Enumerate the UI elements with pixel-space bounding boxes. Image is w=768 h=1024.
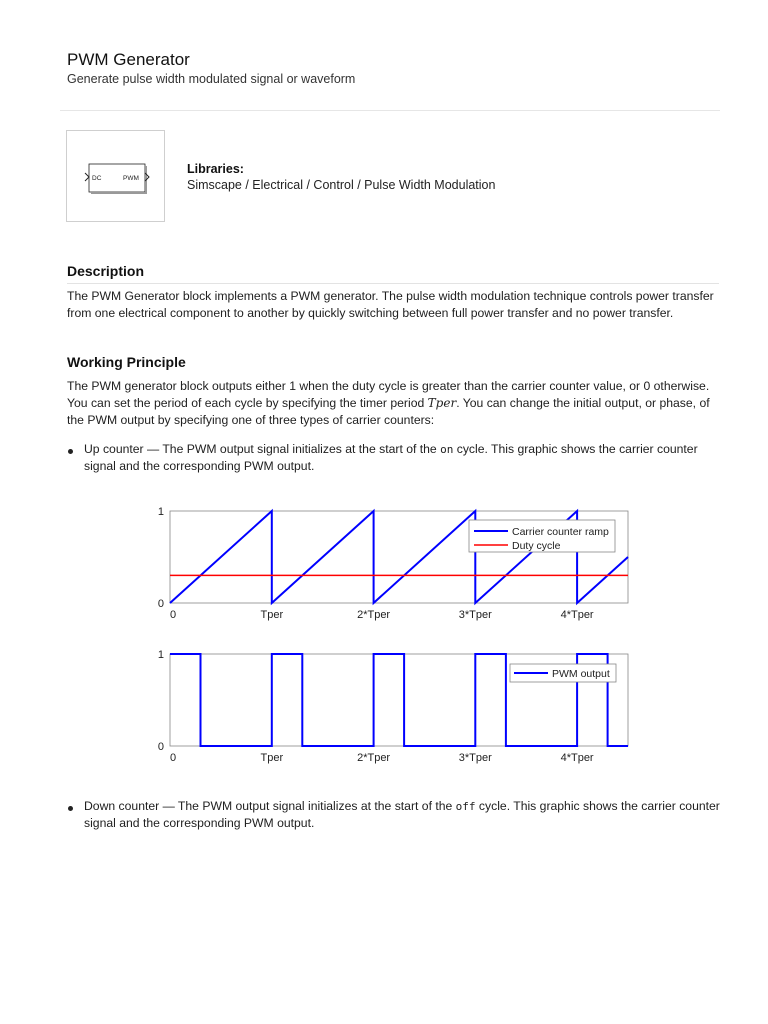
c1-xtick-label: 0 bbox=[170, 609, 177, 621]
legend-carrier-label: Carrier counter ramp bbox=[512, 526, 609, 538]
c1-xtick-label: Tper bbox=[260, 609, 284, 621]
pwm-block-icon bbox=[67, 131, 164, 221]
pwm-ytick-1: 1 bbox=[157, 649, 164, 661]
page-subtitle: Generate pulse width modulated signal or waveform bbox=[67, 72, 356, 86]
c1-xtick-label: 4*Tper bbox=[560, 609, 594, 621]
description-divider bbox=[67, 283, 719, 284]
code-on: on bbox=[440, 443, 454, 456]
header-divider bbox=[60, 110, 720, 111]
bullet2-text-b: cycle. This graphic shows the carrier counter signal and the corresponding PWM output. bbox=[84, 799, 720, 830]
c1-xtick-label: 3*Tper bbox=[458, 609, 492, 621]
pwm-x-ticks bbox=[170, 752, 594, 764]
pwm-ytick-0: 0 bbox=[157, 741, 164, 753]
libraries-path: Simscape / Electrical / Control / Pulse Width Modulation bbox=[187, 178, 496, 192]
description-heading: Description bbox=[67, 263, 145, 279]
bullet1-text-b: cycle. This graphic shows the carrier counter signal and the corresponding PWM output. bbox=[84, 442, 698, 473]
bullet-dot bbox=[68, 806, 73, 811]
legend-duty-label: Duty cycle bbox=[512, 540, 561, 552]
port-out-label: PWM bbox=[123, 175, 139, 182]
page-title: PWM Generator bbox=[67, 50, 190, 69]
carrier-chart bbox=[150, 500, 640, 628]
c2-xtick-label: 2*Tper bbox=[357, 752, 391, 764]
pwm-chart bbox=[150, 643, 640, 771]
c2-xtick-label: 4*Tper bbox=[560, 752, 594, 764]
carrier-ytick-0: 0 bbox=[157, 598, 164, 610]
bullet-up-counter bbox=[84, 441, 724, 475]
libraries-label: Libraries: bbox=[187, 162, 244, 176]
carrier-legend bbox=[469, 520, 615, 552]
working-principle-heading: Working Principle bbox=[67, 354, 186, 370]
bullet-down-counter bbox=[84, 798, 724, 832]
wp-text-a: The PWM generator block outputs either 1 when the duty cycle is greater than the carrier counter value, or 0 otherwise. You can set the period of each cycle by specifying the timer period bbox=[67, 379, 710, 410]
legend-pwm-label: PWM output bbox=[552, 668, 610, 680]
carrier-x-ticks bbox=[170, 609, 594, 621]
tper-math: Tper bbox=[427, 396, 457, 410]
port-in-label: DC bbox=[92, 175, 102, 182]
code-off: off bbox=[455, 800, 476, 813]
c2-xtick-label: 0 bbox=[170, 752, 177, 764]
carrier-ytick-1: 1 bbox=[157, 506, 164, 518]
libraries bbox=[187, 162, 495, 192]
working-principle-paragraph bbox=[67, 378, 723, 429]
block-shadow-bottom bbox=[91, 192, 147, 194]
c2-xtick-label: Tper bbox=[260, 752, 284, 764]
bullet1-text-a: Up counter — The PWM output signal initializes at the start of the bbox=[84, 442, 441, 456]
c2-xtick-label: 3*Tper bbox=[458, 752, 492, 764]
bullet2-text-a: Down counter — The PWM output signal initializes at the start of the bbox=[84, 799, 456, 813]
wp-text-b: . You can change the initial output, or phase, of the PWM output by specifying one of three types of carrier counters: bbox=[67, 396, 710, 427]
c1-xtick-label: 2*Tper bbox=[357, 609, 391, 621]
pwm-legend bbox=[510, 664, 616, 682]
description-text: The PWM Generator block implements a PWM generator. The pulse width modulation technique controls power transfer from one electrical component to another by quickly switching between full power transfer and no power transfer. bbox=[67, 289, 714, 320]
bullet-dot bbox=[68, 449, 73, 454]
block-icon bbox=[66, 130, 165, 222]
input-port-icon bbox=[85, 173, 89, 181]
